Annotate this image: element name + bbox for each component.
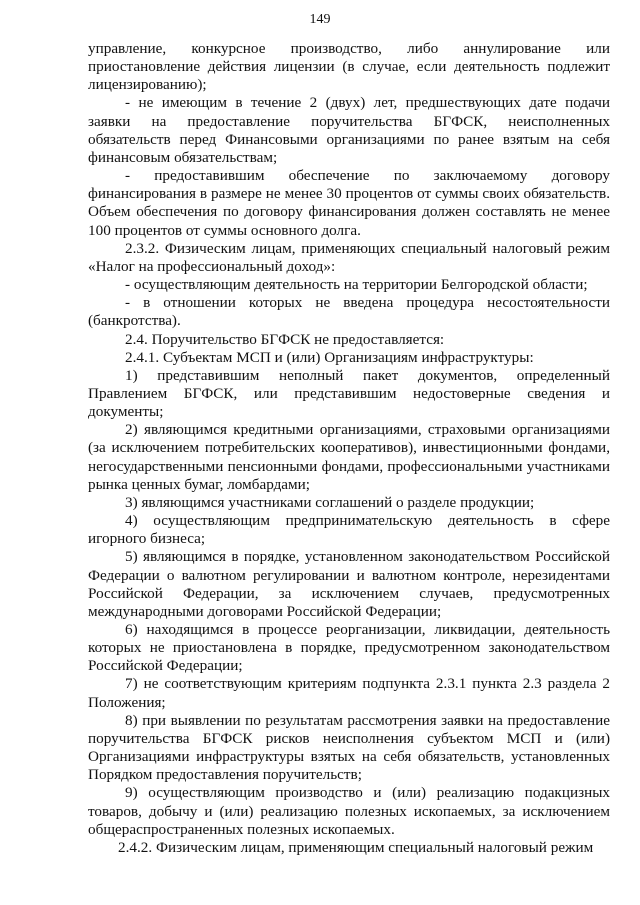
paragraph: 5) являющимся в порядке, установленном законодательством Российской Федерации о валютном регулировании и валютном контроле, нерезидентами Российской Федерации, за исключением случаев, предусмотренных международными договорами Российской Федерации; (88, 548, 610, 620)
paragraph: 7) не соответствующим критериям подпункта 2.3.1 пункта 2.3 раздела 2 Положения; (88, 675, 610, 711)
paragraph: - предоставившим обеспечение по заключаемому договору финансирования в размере не менее 30 процентов от суммы своих обязательств. Объем обеспечения по договору финансирования должен составлять не менее 100 процентов от суммы основного долга. (88, 167, 610, 239)
paragraph: 1) представившим неполный пакет документов, определенный Правлением БГФСК, или представившим недостоверные сведения и документы; (88, 366, 610, 421)
document-body (88, 40, 610, 857)
paragraph: 3) являющимся участниками соглашений о разделе продукции; (125, 493, 535, 511)
paragraph: 2.4. Поручительство БГФСК не предоставляется: (125, 330, 445, 348)
paragraph: 9) осуществляющим производство и (или) реализацию подакцизных товаров, добычу и (или) реализацию полезных ископаемых, за исключением общераспространенных полезных ископаемых. (88, 784, 610, 838)
paragraph: 8) при выявлении по результатам рассмотрения заявки на предоставление поручительства БГФСК рисков неисполнения субъектом МСП и (или) Организациями инфраструктуры взятых на себя обязательств, установленных Порядком предоставления поручительств; (88, 711, 610, 784)
page-number: 149 (309, 12, 331, 27)
paragraph: 2.4.1. Субъектам МСП и (или) Организациям инфраструктуры: (125, 348, 534, 366)
paragraph: управление, конкурсное производство, либо аннулирование или приостановление действия лицензии (в случае, если деятельность подлежит лицензированию); (88, 40, 610, 94)
paragraph: - осуществляющим деятельность на территории Белгородской области; (125, 276, 588, 294)
paragraph: 4) осуществляющим предпринимательскую деятельность в сфере игорного бизнеса; (88, 512, 610, 548)
paragraph: 2.4.2. Физическим лицам, применяющим специальный налоговый режим (118, 838, 594, 856)
paragraph: 6) находящимся в процессе реорганизации, ликвидации, деятельность которых не приостановлена в порядке, предусмотренном законодательством Российской Федерации; (88, 621, 610, 675)
paragraph: - не имеющим в течение 2 (двух) лет, предшествующих дате подачи заявки на предоставление поручительства БГФСК, неисполненных обязательств перед Финансовыми организациями по ранее взятым на себя финансовым обязательствам; (88, 94, 610, 166)
paragraph: - в отношении которых не введена процедура несостоятельности (банкротства). (88, 294, 610, 330)
paragraph: 2.3.2. Физическим лицам, применяющих специальный налоговый режим «Налог на профессиональный доход»: (88, 239, 610, 275)
paragraph: 2) являющимся кредитными организациями, страховыми организациями (за исключением потребительских кооперативов), инвестиционными фондами, негосударственными пенсионными фондами, профессиональными участниками рынка ценных бумаг, ломбардами; (88, 421, 610, 493)
